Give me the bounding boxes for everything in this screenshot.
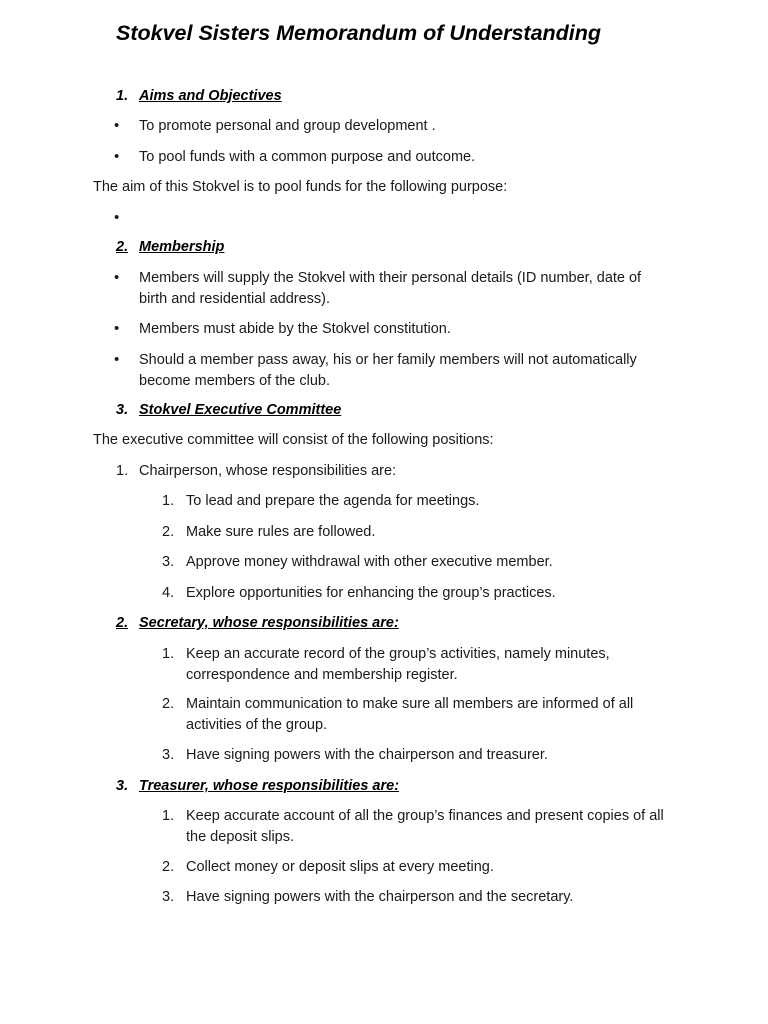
list-item-text: Keep accurate account of all the group’s finances and present copies of all the deposit slips. [186,808,664,845]
list-item-text: Should a member pass away, his or her family members will not automatically become members of the club. [139,352,637,389]
purpose-intro: The aim of this Stokvel is to pool funds for the following purpose: [93,179,508,195]
section-number: 1. [116,88,129,104]
section-number: 2. [116,239,129,255]
section-heading: Aims and Objectives [139,88,282,104]
section-heading: Stokvel Executive Committee [139,402,342,418]
bullet-icon: • [114,148,120,165]
list-item-text: Maintain communication to make sure all members are informed of all activities of the group. [186,696,634,733]
position-number: 3. [116,778,129,794]
item-number: 2. [162,859,175,875]
item-number: 2. [162,696,175,712]
bullet-icon: • [114,117,120,134]
item-number: 3. [162,747,175,763]
bullet-icon: • [114,351,120,368]
position-label: Secretary, whose responsibilities are: [139,615,399,631]
bullet-icon: • [114,320,120,337]
item-number: 1. [162,808,175,824]
item-number: 3. [162,554,175,570]
item-number: 2. [162,524,175,540]
position-number: 1. [116,463,129,479]
bullet-icon: • [114,269,120,286]
list-item-text: To lead and prepare the agenda for meetings. [186,493,480,509]
list-item-text: Have signing powers with the chairperson and the secretary. [186,889,574,905]
list-item-text: Members will supply the Stokvel with their personal details (ID number, date of birth and residential address). [139,270,642,307]
list-item-text: Keep an accurate record of the group’s activities, namely minutes, correspondence and membership register. [186,646,610,683]
item-number: 3. [162,889,175,905]
item-number: 1. [162,646,175,662]
position-label: Treasurer, whose responsibilities are: [139,778,400,794]
list-item-text: Explore opportunities for enhancing the group’s practices. [186,585,556,601]
list-item-text: Members must abide by the Stokvel constitution. [139,321,451,337]
position-number: 2. [116,615,129,631]
page-title: Stokvel Sisters Memorandum of Understanding [116,21,602,45]
item-number: 4. [162,585,175,601]
list-item-text: Collect money or deposit slips at every meeting. [186,859,494,875]
committee-intro: The executive committee will consist of the following positions: [93,432,494,448]
section-heading: Membership [139,239,225,255]
list-item-text: Have signing powers with the chairperson and treasurer. [186,747,548,763]
item-number: 1. [162,493,175,509]
position-label: Chairperson, whose responsibilities are: [139,463,397,479]
list-item-text: To promote personal and group development . [139,118,436,134]
list-item-text: Approve money withdrawal with other executive member. [186,554,553,570]
list-item-text: To pool funds with a common purpose and outcome. [139,149,476,165]
section-number: 3. [116,402,129,418]
list-item-text: Make sure rules are followed. [186,524,376,540]
bullet-icon: • [114,209,120,226]
